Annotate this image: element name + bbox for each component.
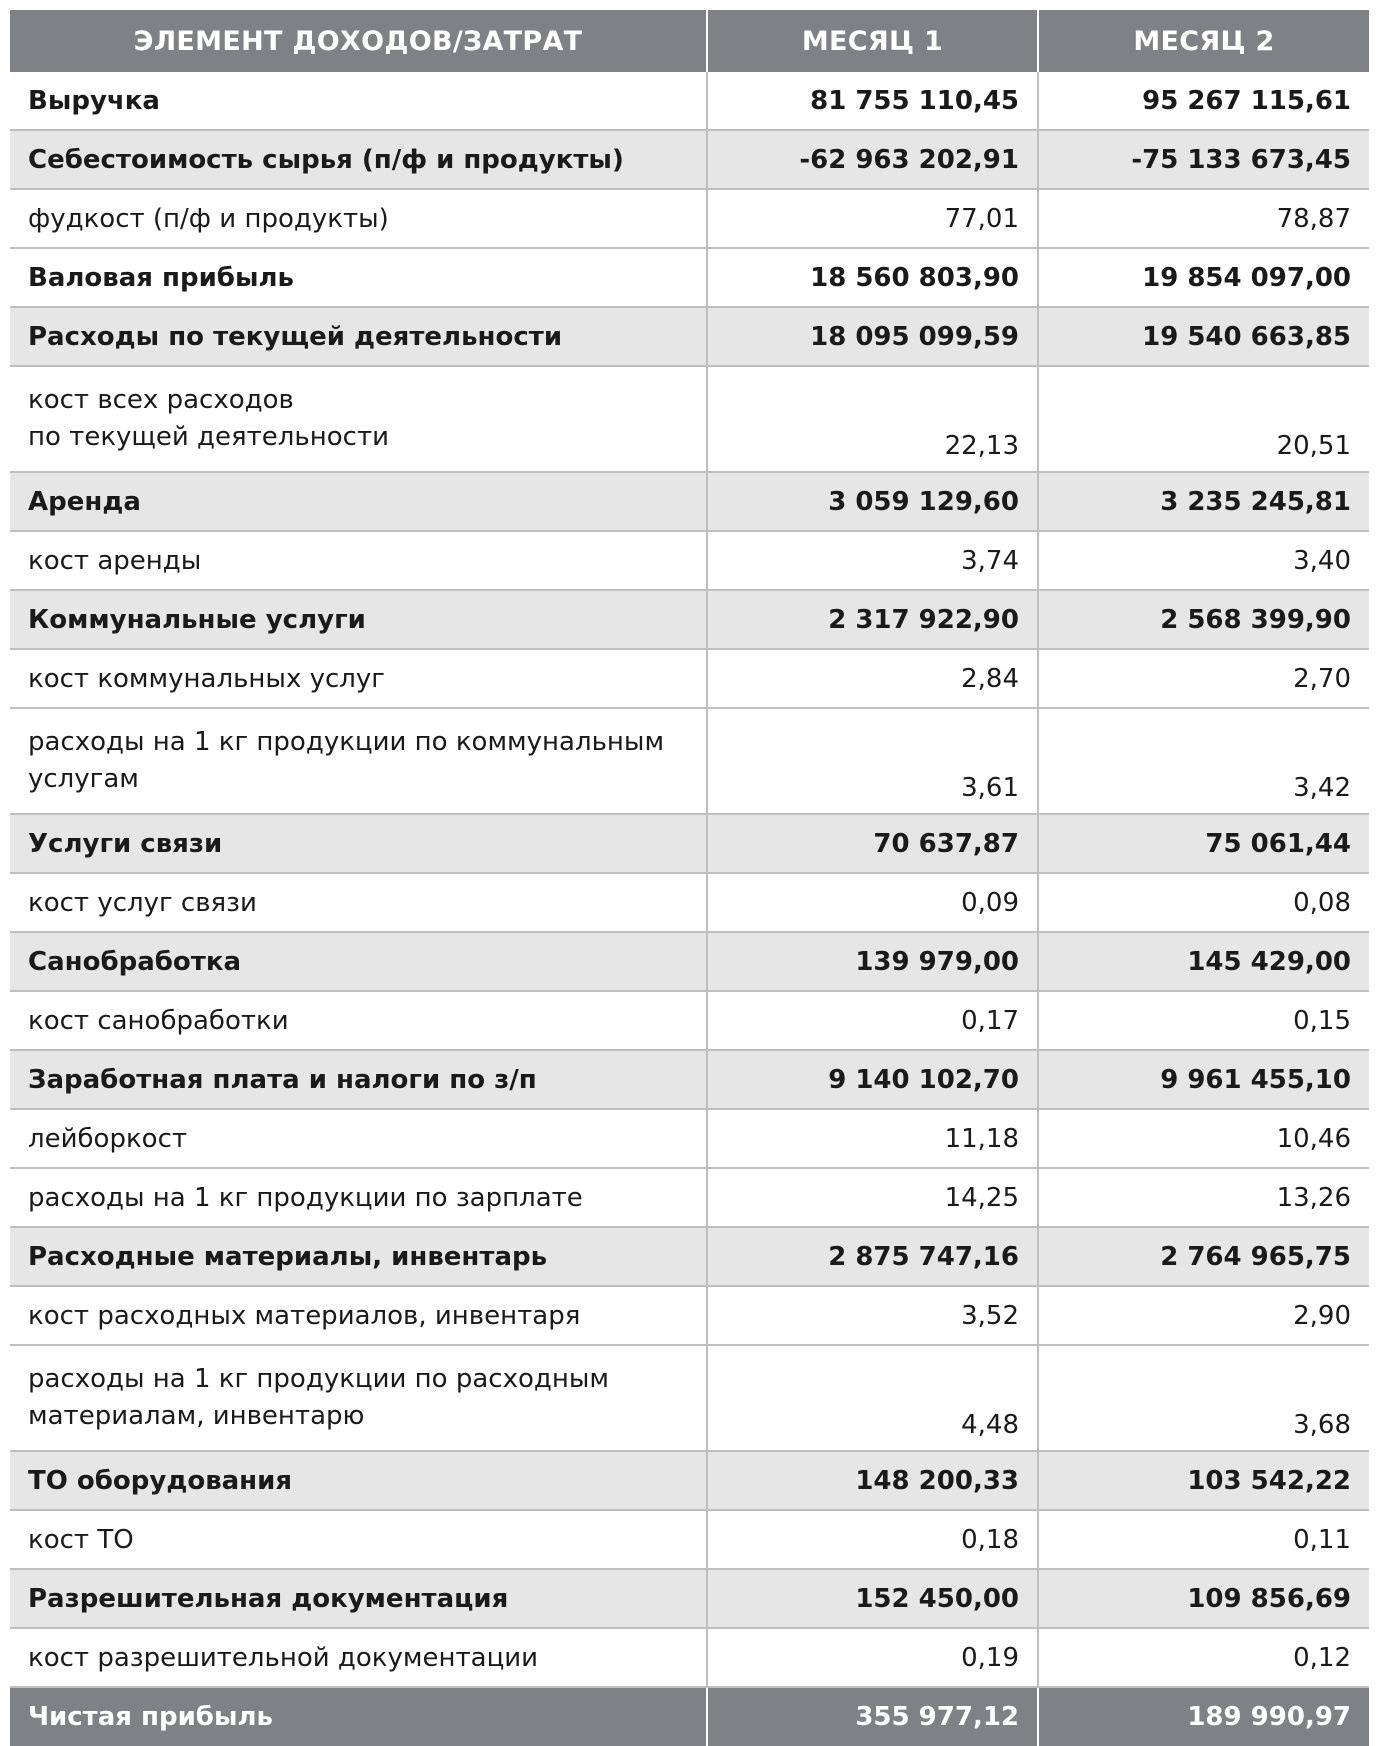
row-value-month-1: 22,13 [707,366,1038,472]
table-row [10,307,1369,366]
table-row [10,531,1369,590]
income-expense-table-container [10,10,1369,1746]
column-header-month-2: МЕСЯЦ 2 [1038,10,1369,72]
row-label [10,1345,707,1451]
total-row [10,1687,1369,1746]
row-label: фудкост (п/ф и продукты) [10,189,707,248]
row-value-month-1: 3,74 [707,531,1038,590]
row-value-month-1: 0,19 [707,1628,1038,1687]
row-label: Услуги связи [10,814,707,873]
table-row [10,1109,1369,1168]
row-value-month-2: 109 856,69 [1038,1569,1369,1628]
row-label: Расходные материалы, инвентарь [10,1227,707,1286]
table-row [10,1168,1369,1227]
row-value-month-1: 3,52 [707,1286,1038,1345]
row-value-month-1: 2,84 [707,649,1038,708]
row-label: кост расходных материалов, инвентаря [10,1286,707,1345]
row-label: Разрешительная документация [10,1569,707,1628]
table-row [10,248,1369,307]
table-row [10,814,1369,873]
row-value-month-2: 2 764 965,75 [1038,1227,1369,1286]
row-label: ТО оборудования [10,1451,707,1510]
row-value-month-1: 4,48 [707,1345,1038,1451]
row-value-month-1: 77,01 [707,189,1038,248]
row-label-line-2: по текущей деятельности [28,422,389,452]
row-label: Коммунальные услуги [10,590,707,649]
row-value-month-1: 18 095 099,59 [707,307,1038,366]
row-value-month-2: -75 133 673,45 [1038,130,1369,189]
row-value-month-2: 2,70 [1038,649,1369,708]
table-row [10,932,1369,991]
table-row [10,1451,1369,1510]
table-row [10,1510,1369,1569]
row-value-month-2: 10,46 [1038,1109,1369,1168]
column-header-item: ЭЛЕМЕНТ ДОХОДОВ/ЗАТРАТ [10,10,707,72]
row-value-month-1: 152 450,00 [707,1569,1038,1628]
row-value-month-1: 18 560 803,90 [707,248,1038,307]
row-label: кост ТО [10,1510,707,1569]
table-row [10,1569,1369,1628]
row-value-month-2: 0,12 [1038,1628,1369,1687]
table-header-row [10,10,1369,72]
row-label: Валовая прибыль [10,248,707,307]
row-value-month-1: 70 637,87 [707,814,1038,873]
row-value-month-1: 0,17 [707,991,1038,1050]
table-row [10,472,1369,531]
row-value-month-2: 0,08 [1038,873,1369,932]
table-row [10,649,1369,708]
row-value-month-1: 9 140 102,70 [707,1050,1038,1109]
row-label: Санобработка [10,932,707,991]
row-value-month-2: 13,26 [1038,1168,1369,1227]
row-value-month-2: 3,68 [1038,1345,1369,1451]
row-value-month-2: 2 568 399,90 [1038,590,1369,649]
row-value-month-1: 11,18 [707,1109,1038,1168]
row-value-month-1: 2 317 922,90 [707,590,1038,649]
row-label: расходы на 1 кг продукции по зарплате [10,1168,707,1227]
row-value-month-2: 95 267 115,61 [1038,72,1369,130]
row-value-month-1: -62 963 202,91 [707,130,1038,189]
row-label-line-1: кост всех расходов [28,385,294,415]
row-value-month-2: 75 061,44 [1038,814,1369,873]
row-label-line-1: расходы на 1 кг продукции по коммунальным [28,727,665,757]
table-row [10,1227,1369,1286]
row-label-line-1: расходы на 1 кг продукции по расходным [28,1364,609,1394]
row-label [10,708,707,814]
table-row [10,991,1369,1050]
table-row [10,189,1369,248]
row-label-line-2: материалам, инвентарю [28,1401,365,1431]
row-value-month-2: 3,40 [1038,531,1369,590]
row-value-month-2: 103 542,22 [1038,1451,1369,1510]
row-label: кост коммунальных услуг [10,649,707,708]
row-value-month-2: 19 540 663,85 [1038,307,1369,366]
row-label: Расходы по текущей деятельности [10,307,707,366]
row-label: лейборкост [10,1109,707,1168]
row-value-month-2: 0,15 [1038,991,1369,1050]
table-row [10,1628,1369,1687]
row-value-month-2: 20,51 [1038,366,1369,472]
row-label: кост услуг связи [10,873,707,932]
row-label: Выручка [10,72,707,130]
table-row [10,590,1369,649]
row-value-month-2: 78,87 [1038,189,1369,248]
row-value-month-2: 3 235 245,81 [1038,472,1369,531]
row-value-month-2: 9 961 455,10 [1038,1050,1369,1109]
table-row [10,366,1369,472]
row-value-month-1: 2 875 747,16 [707,1227,1038,1286]
table-row [10,1345,1369,1451]
table-row [10,873,1369,932]
row-value-month-2: 145 429,00 [1038,932,1369,991]
row-value-month-1: 0,09 [707,873,1038,932]
table-row [10,708,1369,814]
table-row [10,1050,1369,1109]
row-label [10,366,707,472]
row-value-month-1: 3,61 [707,708,1038,814]
total-label: Чистая прибыль [10,1687,707,1746]
row-label: кост разрешительной документации [10,1628,707,1687]
total-value-month-2: 189 990,97 [1038,1687,1369,1746]
row-value-month-1: 139 979,00 [707,932,1038,991]
table-row [10,130,1369,189]
column-header-month-1: МЕСЯЦ 1 [707,10,1038,72]
row-label-line-2: услугам [28,764,139,794]
row-value-month-2: 19 854 097,00 [1038,248,1369,307]
income-expense-table [10,10,1369,1746]
row-value-month-2: 3,42 [1038,708,1369,814]
row-label: кост аренды [10,531,707,590]
total-value-month-1: 355 977,12 [707,1687,1038,1746]
row-label: Аренда [10,472,707,531]
row-value-month-1: 3 059 129,60 [707,472,1038,531]
row-value-month-1: 0,18 [707,1510,1038,1569]
table-row [10,1286,1369,1345]
row-value-month-2: 0,11 [1038,1510,1369,1569]
row-label: кост санобработки [10,991,707,1050]
row-value-month-1: 148 200,33 [707,1451,1038,1510]
row-label: Заработная плата и налоги по з/п [10,1050,707,1109]
row-value-month-1: 14,25 [707,1168,1038,1227]
row-value-month-2: 2,90 [1038,1286,1369,1345]
table-row [10,72,1369,130]
row-label: Себестоимость сырья (п/ф и продукты) [10,130,707,189]
row-value-month-1: 81 755 110,45 [707,72,1038,130]
